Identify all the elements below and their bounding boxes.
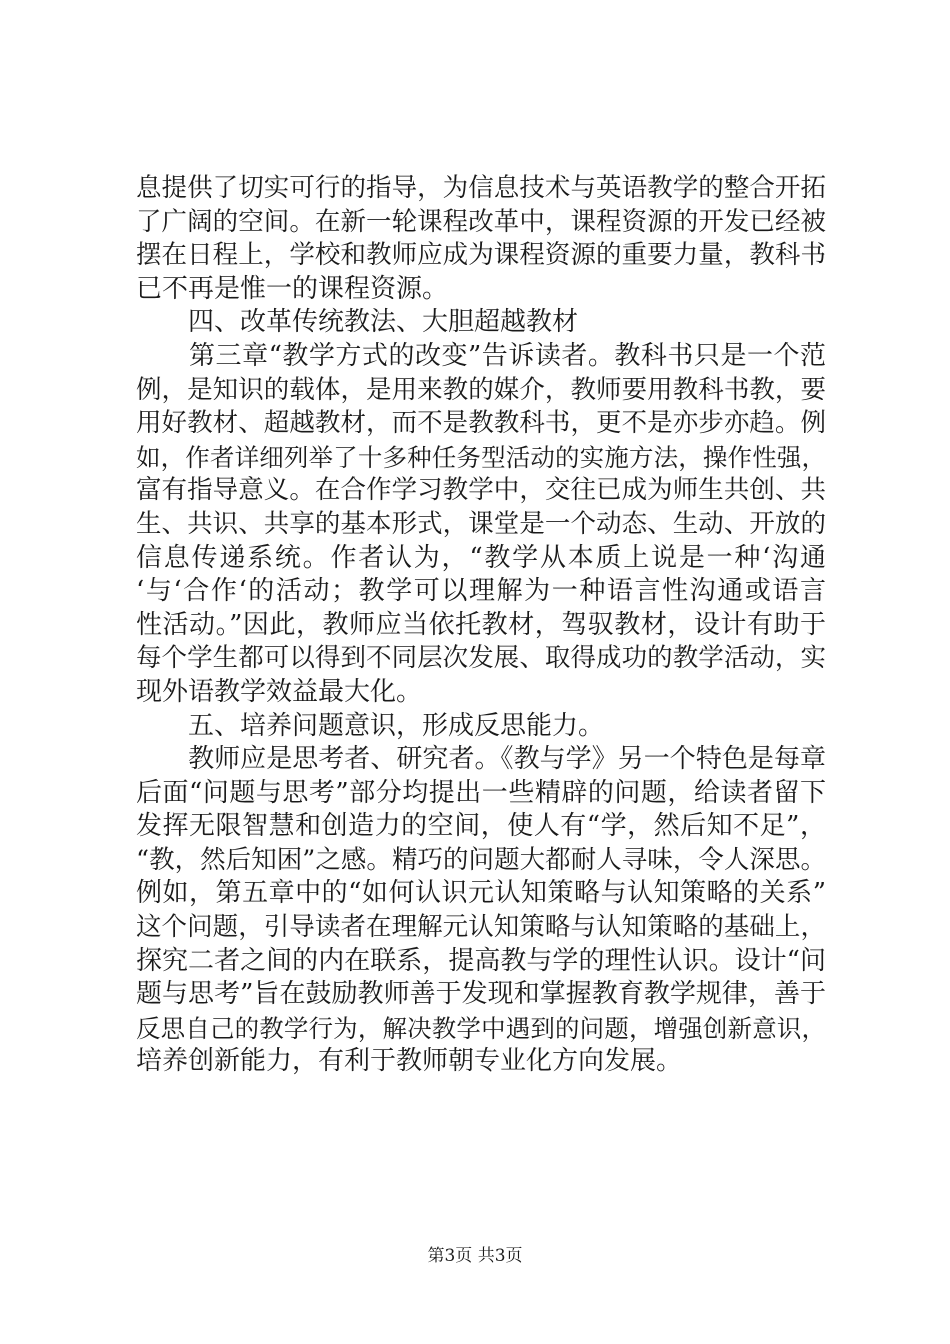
section-heading: 五、培养问题意识，形成反思能力。 [136,710,605,741]
text-line: 培养创新能力，有利于教师朝专业化方向发展。 [136,1046,683,1077]
text-line: 了广阔的空间。在新一轮课程改革中，课程资源的开发已经被 [136,206,826,237]
text-line: ‘与‘合作‘的活动；教学可以理解为一种语言性沟通或语言 [136,576,826,607]
text-line: 发挥无限智慧和创造力的空间，使人有“学，然后知不足”， [136,811,826,842]
text-line: 息提供了切实可行的指导，为信息技术与英语教学的整合开拓 [136,173,826,203]
page-footer: 第3页 共3页 [427,1246,523,1266]
text-line: 例如，第五章中的“如何认识元认知策略与认知策略的关系” [136,878,826,909]
text-line: 如，作者详细列举了十多种任务型活动的实施方法，操作性强， [136,442,826,472]
body-text [136,172,826,1079]
section-heading: 四、改革传统教法、大胆超越教材 [136,307,579,338]
text-line: 生、共识、共享的基本形式，课堂是一个动态、生动、开放的 [136,508,826,539]
text-line: 已不再是惟一的课程资源。 [136,273,449,304]
text-line: “教，然后知困”之感。精巧的问题大都耐人寻味，令人深思。 [136,844,826,875]
text-line: 例，是知识的载体，是用来教的媒介，教师要用教科书教，要 [136,374,826,405]
text-line: 每个学生都可以得到不同层次发展、取得成功的教学活动，实 [136,643,826,674]
text-line: 摆在日程上，学校和教师应成为课程资源的重要力量，教科书 [136,240,826,271]
text-line: 教师应是思考者、研究者。《教与学》另一个特色是每章 [136,744,826,775]
text-line: 信息传递系统。作者认为，“教学从本质上说是一种‘沟通 [136,542,826,573]
text-line: 探究二者之间的内在联系，提高教与学的理性认识。设计“问 [136,945,826,976]
text-line: 第三章“教学方式的改变”告诉读者。教科书只是一个范 [136,340,826,371]
text-line: 这个问题，引导读者在理解元认知策略与认知策略的基础上， [136,912,826,943]
text-line: 现外语教学效益最大化。 [136,676,423,707]
text-line: 后面“问题与思考”部分均提出一些精辟的问题，给读者留下 [136,777,826,808]
text-line: 用好教材、超越教材，而不是教教科书，更不是亦步亦趋。例 [136,408,826,439]
text-line: 富有指导意义。在合作学习教学中，交往已成为师生共创、共 [136,475,826,506]
text-line: 反思自己的教学行为，解决教学中遇到的问题，增强创新意识， [136,1013,826,1043]
text-line: 题与思考”旨在鼓励教师善于发现和掌握教育教学规律，善于 [136,979,826,1010]
text-line: 性活动。”因此，教师应当依托教材，驾驭教材，设计有助于 [136,609,826,640]
